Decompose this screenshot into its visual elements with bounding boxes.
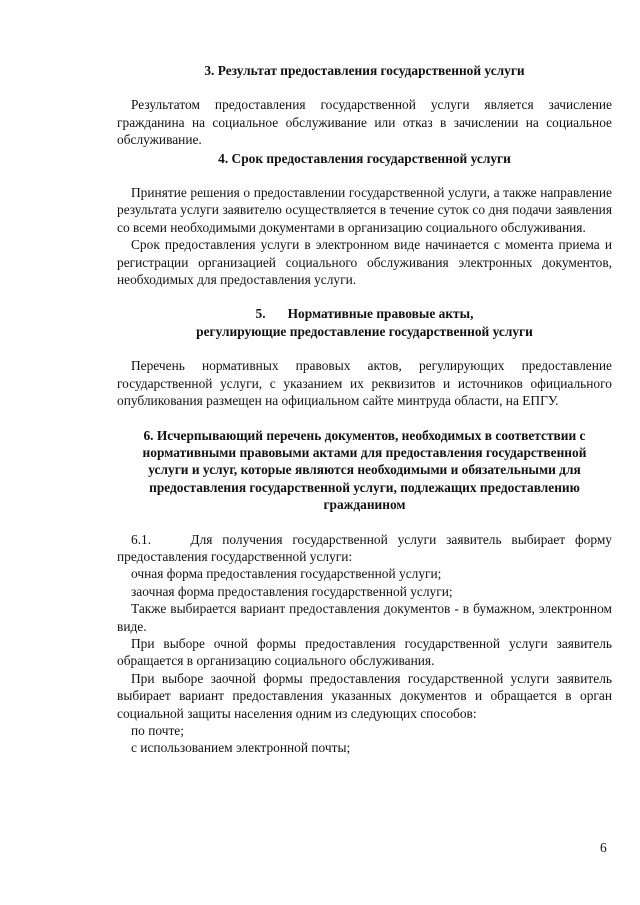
section-5-heading	[117, 305, 612, 322]
section-3-heading: 3. Результат предоставления государственной услуги	[204, 63, 525, 78]
section-6-paragraph-3: При выборе очной формы предоставления государственной услуги заявитель обращается в организацию социального обслуживания.	[117, 635, 612, 669]
section-5-heading-line-2: регулирующие предоставление государственной услуги	[196, 323, 533, 339]
section-4-heading: 4. Срок предоставления государственной услуги	[218, 150, 511, 166]
section-3-paragraph: Результатом предоставления государственной услуги является зачисление гражданина на социальное обслуживание или отказ в зачислении на социальное обслуживание.	[117, 97, 612, 148]
section-6-list-item-4: с использованием электронной почты;	[131, 740, 351, 756]
section-6-list-item-2: заочная форма предоставления государственной услуги;	[131, 583, 453, 599]
section-5-heading-line-1: Нормативные правовые акты,	[287, 306, 474, 322]
section-6-paragraph-1: 6.1. Для получения государственной услуги заявитель выбирает форму предоставления государственной услуги:	[117, 531, 612, 564]
section-6-heading: 6. Исчерпывающий перечень документов, необходимых в соответствии с нормативными правовыми актами для предоставления государственной услуги и услуг, которые являются необходимыми и обязательными для предоставления государственной услуги, подлежащих предоставлению гражданином	[142, 427, 587, 513]
section-6-list-item-1: очная форма предоставления государственной услуги;	[131, 566, 442, 582]
section-6-paragraph-4: При выборе заочной формы предоставления государственной услуги заявитель выбирает вариант предоставления указанных документов и обращается в орган социальной защиты населения одним из следующих способов:	[117, 670, 612, 721]
section-4-paragraph-2: Срок предоставления услуги в электронном виде начинается с момента приема и регистрации организацией социального обслуживания электронных документов, необходимых для предоставления услуги.	[117, 237, 612, 288]
section-5-paragraph: Перечень нормативных правовых актов, регулирующих предоставление государственной услуги, с указанием их реквизитов и источников официального опубликования размещен на официальном сайте минтруда области, на ЕПГУ.	[117, 358, 612, 409]
section-6-list-item-3: по почте;	[131, 723, 184, 738]
section-5-number: 5.	[255, 306, 266, 322]
document-page	[117, 62, 612, 757]
section-4-paragraph-1: Принятие решения о предоставлении государственной услуги, а также направление результата услуги заявителю осуществляется в течение суток со дня подачи заявления со всеми необходимыми документами в организацию социального обслуживания.	[117, 185, 612, 235]
page-number: 6	[600, 840, 607, 855]
section-6-paragraph-2: Также выбирается вариант предоставления документов - в бумажном, электронном виде.	[117, 601, 612, 634]
